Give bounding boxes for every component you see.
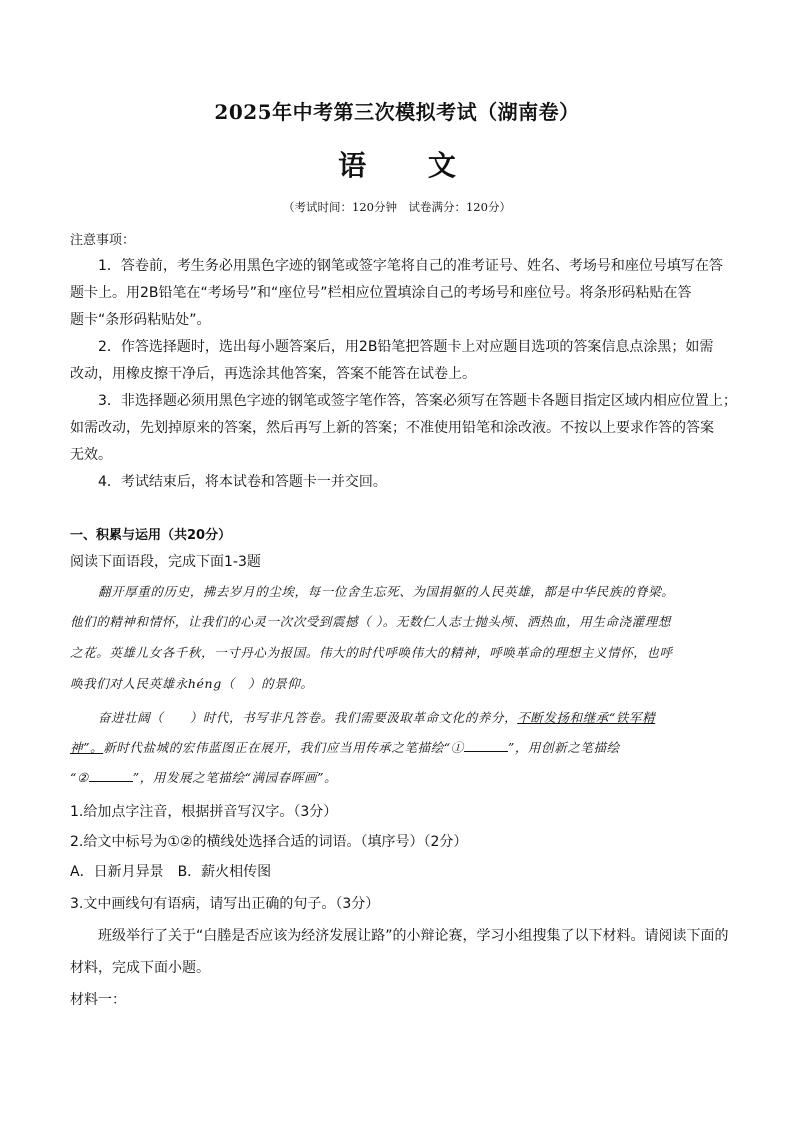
note-line-4: 2．作答选择题时，选出每小题答案后，用2B铅笔把答题卡上对应题目选项的答案信息点涂黑；如需 bbox=[98, 339, 714, 355]
reading-instruction: 阅读下面语段，完成下面1-3题 bbox=[70, 554, 261, 570]
subject-title: 语 文 bbox=[338, 149, 482, 182]
passage2-text: 奋进壮阔（ ）时代，书写非凡答卷。我们需要汲取革命文化的养分， bbox=[98, 710, 518, 725]
question-2-options: A．日新月异景 B．薪火相传图 bbox=[70, 864, 272, 880]
debate-intro-line-1: 班级举行了关于“白塍是否应该为经济发展让路”的小辩论赛，学习小组搜集了以下材料。请阅读下面的 bbox=[98, 928, 729, 944]
passage-line-3: 之花。英雄儿女各千秋，一寸丹心为报国。伟大的时代呼唤伟大的精神，呼唤革命的理想主义情怀，也呼 bbox=[70, 645, 673, 660]
note-line-9: 4．考试结束后，将本试卷和答题卡一并交回。 bbox=[98, 474, 387, 490]
note-line-2: 题卡上。用2B铅笔在“考场号”和“座位号”栏相应位置填涂自己的考场号和座位号。将条形码粘贴在答 bbox=[70, 285, 692, 301]
time-info: （考试时间：120分钟 试卷满分：120分） bbox=[283, 200, 511, 214]
passage2-line-1 bbox=[98, 708, 655, 726]
note-line-1: 1．答卷前，考生务必用黑色字迹的钢笔或签字笔将自己的准考证号、姓名、考场号和座位号填写在答 bbox=[98, 258, 723, 274]
blank-2[interactable] bbox=[89, 769, 133, 782]
notes-heading: 注意事项： bbox=[70, 233, 136, 248]
note-line-3: 题卡“条形码粘贴处”。 bbox=[70, 312, 211, 328]
passage2-line-2 bbox=[70, 738, 620, 756]
underlined-sentence-part2: 神”。 bbox=[70, 740, 104, 755]
passage2-text: ”，用发展之笔描绘“满园春晖画”。 bbox=[132, 770, 338, 785]
passage-line-4: 唤我们对人民英雄永héng（ ）的景仰。 bbox=[70, 676, 314, 691]
note-line-5: 改动，用橡皮擦干净后，再选涂其他答案，答案不能答在试卷上。 bbox=[70, 366, 476, 382]
debate-intro-line-2: 材料，完成下面小题。 bbox=[70, 960, 210, 976]
note-line-8: 无效。 bbox=[70, 447, 112, 463]
note-line-6: 3．非选择题必须用黑色字迹的钢笔或签字笔作答，答案必须写在答题卡各题目指定区域内相应位置上； bbox=[98, 393, 737, 409]
note-line-7: 如需改动，先划掉原来的答案，然后再写上新的答案；不准使用铅笔和涂改液。不按以上要求作答的答案 bbox=[70, 420, 714, 436]
underlined-sentence-part1: 不断发扬和继承“铁军精 bbox=[517, 710, 656, 725]
exam-title: 2025年中考第三次模拟考试（湖南卷） bbox=[214, 100, 580, 124]
blank-1[interactable] bbox=[464, 739, 508, 752]
passage2-text: 新时代盐城的宏伟蓝图正在展开，我们应当用传承之笔描绘“① bbox=[103, 740, 464, 755]
material-label: 材料一： bbox=[70, 992, 126, 1008]
passage2-text: ”，用创新之笔描绘 bbox=[507, 740, 620, 755]
passage2-text: “② bbox=[70, 770, 89, 785]
passage-line-2: 他们的精神和情怀，让我们的心灵一次次受到震撼（ ）。无数仁人志士抛头颅、洒热血，用生命浇灌理想 bbox=[70, 614, 671, 629]
question-1: 1.给加点字注音，根据拼音写汉字。（3分） bbox=[70, 804, 338, 820]
passage2-line-3 bbox=[70, 768, 337, 786]
question-2: 2.给文中标号为①②的横线处选择合适的词语。（填序号）（2分） bbox=[70, 834, 468, 850]
passage-line-1: 翻开厚重的历史，拂去岁月的尘埃，每一位舍生忘死、为国捐躯的人民英雄，都是中华民族的脊梁。 bbox=[98, 584, 675, 599]
question-3: 3.文中画线句有语病，请写出正确的句子。（3分） bbox=[70, 896, 380, 912]
section-heading: 一、积累与运用（共20分） bbox=[70, 528, 232, 543]
